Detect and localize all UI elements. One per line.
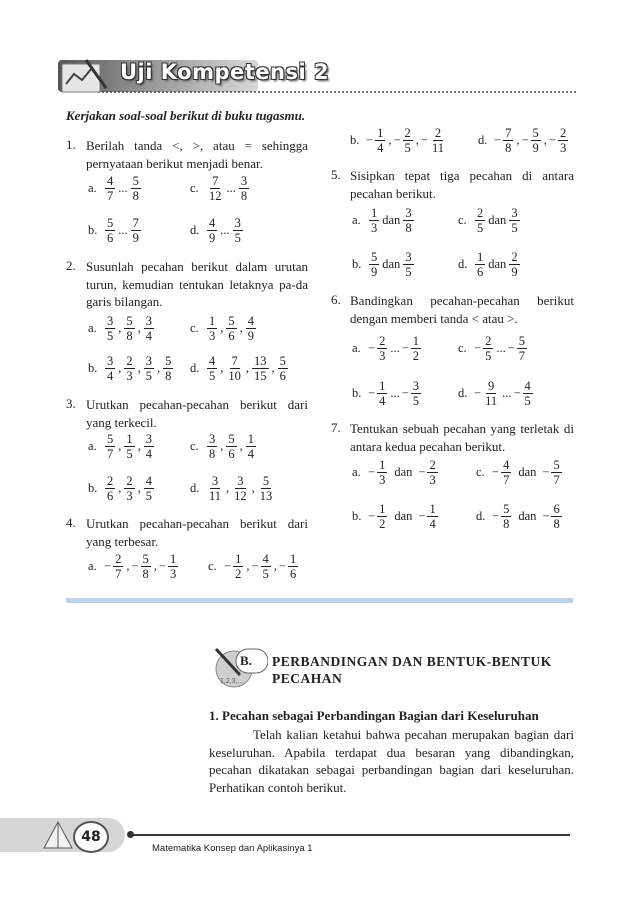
- section-b-title: PERBANDINGAN DAN BENTUK-BENTUK PECAHAN: [272, 654, 552, 686]
- fraction: $\frac{5}{8}$: [165, 354, 172, 383]
- section-title: Uji Kompetensi 2: [120, 60, 330, 84]
- fraction: $\frac{1}{4}$: [377, 126, 384, 155]
- q2-option-d: d. $\frac{4}{5}$ , $\frac{7}{10}$ , $\frac{13}{15}$ , $\frac{5}{6}$: [190, 354, 286, 383]
- question-number: 5.: [331, 167, 341, 182]
- q5-option-b: b. $\frac{5}{9}$ dan $\frac{3}{5}$: [352, 250, 412, 279]
- q7-option-b: b. − $\frac{1}{2}$ dan − $\frac{1}{4}$: [352, 502, 436, 531]
- question-number: 3.: [66, 396, 76, 411]
- q3-option-c: c. $\frac{3}{8}$ , $\frac{5}{6}$ , $\frac{1}{4}$: [190, 432, 254, 461]
- fraction: $\frac{3}{5}$: [145, 354, 152, 383]
- fraction: $\frac{13}{15}$: [254, 354, 267, 383]
- section-icon: [210, 645, 268, 689]
- q4-option-d: d. − $\frac{7}{8}$ , − $\frac{5}{9}$ , − $\frac{2}{3}$: [478, 126, 567, 155]
- q1-option-d: d. $\frac{4}{9}$ ... $\frac{3}{5}$: [190, 216, 241, 245]
- book-title: Matematika Konsep dan Aplikasinya 1: [152, 843, 313, 854]
- question-number: 6.: [331, 292, 341, 307]
- section-letter: B.: [240, 653, 252, 668]
- fraction: $\frac{4}{5}$: [262, 552, 269, 581]
- subsection-heading: 1. Pecahan sebagai Perbandingan Bagian dari Keseluruhan: [209, 708, 539, 723]
- fraction: $\frac{5}{9}$: [532, 126, 539, 155]
- question-7-text: Tentukan sebuah pecahan yang terletak di antara kedua pecahan berikut.: [350, 421, 574, 454]
- q1-option-c: c. $\frac{7}{12}$ ... $\frac{3}{8}$: [190, 174, 248, 203]
- q5-option-d: d. $\frac{1}{6}$ dan $\frac{2}{9}$: [458, 250, 518, 279]
- fraction: $\frac{2}{5}$: [404, 126, 411, 155]
- q2-option-b: b. $\frac{3}{4}$ , $\frac{2}{3}$ , $\frac{3}{5}$ , $\frac{5}{8}$: [88, 354, 172, 383]
- fraction: $\frac{4}{5}$: [145, 474, 152, 503]
- fraction: $\frac{5}{6}$: [228, 432, 235, 461]
- q2-option-c: c. $\frac{1}{3}$ , $\frac{5}{6}$ , $\frac{4}{9}$: [190, 314, 254, 343]
- q4-option-b: b. − $\frac{1}{4}$ , − $\frac{2}{5}$ , − $\frac{2}{11}$: [350, 126, 444, 155]
- q5-option-a: a. $\frac{1}{3}$ dan $\frac{3}{8}$: [352, 206, 412, 235]
- question-6-text: Bandingkan pecahan-pecahan berikut dengan memberi tanda < atau >.: [350, 293, 574, 326]
- q4-option-a: a. − $\frac{2}{7}$ , − $\frac{5}{8}$ , − $\frac{1}{3}$: [88, 552, 177, 581]
- fraction: $\frac{3}{4}$: [107, 354, 114, 383]
- fraction: $\frac{1}{6}$: [289, 552, 297, 581]
- fraction: $\frac{5}{13}$: [259, 474, 273, 503]
- fraction: $\frac{7}{8}$: [505, 126, 512, 155]
- fraction: $\frac{5}{6}$: [279, 354, 286, 383]
- fraction: $\frac{1}{5}$: [126, 432, 133, 461]
- fraction: $\frac{1}{4}$: [247, 432, 254, 461]
- fraction: $\frac{2}{7}$: [115, 552, 122, 581]
- fraction: $\frac{3}{4}$: [145, 432, 152, 461]
- q7-option-d: d. − $\frac{5}{8}$ dan − $\frac{6}{8}$: [476, 502, 560, 531]
- question-5-text: Sisipkan tepat tiga pecahan di antara pecahan berikut.: [350, 168, 574, 201]
- q1-option-a: a. $\frac{4}{7}$ ... $\frac{5}{8}$: [88, 174, 139, 203]
- footer-emblem-icon: [40, 816, 76, 852]
- q3-option-d: d. $\frac{3}{11}$ , $\frac{3}{12}$ , $\frac{5}{13}$: [190, 474, 273, 503]
- q7-option-c: c. − $\frac{4}{7}$ dan − $\frac{5}{7}$: [476, 458, 560, 487]
- section-paragraph: Telah kalian ketahui bahwa pecahan merupakan bagian dari keseluruhan. Apabila terdapat dua besaran yang dibandingkan, pecahan dikatakan sebagai perbandingan bagian dari keseluruhan. Perhatikan contoh berikut.: [209, 727, 574, 795]
- question-number: 7.: [331, 420, 341, 435]
- fraction: $\frac{4}{9}$: [247, 314, 254, 343]
- fraction: $\frac{2}{3}$: [126, 474, 133, 503]
- fraction: $\frac{2}{3}$: [559, 126, 567, 155]
- question-1-text: Berilah tanda <, >, atau = sehingga pernyataan berikut menjadi benar.: [86, 138, 308, 171]
- fraction: $\frac{5}{7}$: [107, 432, 114, 461]
- q6-option-d: d. − $\frac{9}{11}$ ... − $\frac{4}{5}$: [458, 379, 531, 408]
- fraction: $\frac{3}{11}$: [209, 474, 222, 503]
- fraction: $\frac{1}{2}$: [235, 552, 242, 581]
- fraction: $\frac{2}{3}$: [126, 354, 133, 383]
- fraction: $\frac{7}{10}$: [228, 354, 241, 383]
- q3-option-a: a. $\frac{5}{7}$ , $\frac{1}{5}$ , $\frac{3}{4}$: [88, 432, 152, 461]
- instruction-text: Kerjakan soal-soal berikut di buku tugasmu.: [66, 108, 306, 123]
- question-number: 4.: [66, 515, 76, 530]
- fraction: $\frac{1}{3}$: [169, 552, 177, 581]
- fraction: $\frac{3}{12}$: [234, 474, 247, 503]
- page-number: 48: [73, 821, 109, 853]
- fraction: $\frac{3}{4}$: [145, 314, 152, 343]
- fraction: $\frac{4}{5}$: [209, 354, 216, 383]
- svg-text:1,2,3,...: 1,2,3,...: [220, 678, 244, 685]
- fraction: $\frac{3}{8}$: [209, 432, 216, 461]
- fraction: $\frac{3}{5}$: [107, 314, 114, 343]
- q6-option-c: c. − $\frac{2}{5}$ ... − $\frac{5}{7}$: [458, 334, 525, 363]
- fraction: $\frac{5}{8}$: [142, 552, 149, 581]
- footer-rule: [130, 834, 570, 836]
- fraction: $\frac{1}{3}$: [209, 314, 216, 343]
- q1-option-b: b. $\frac{5}{6}$ ... $\frac{7}{9}$: [88, 216, 139, 245]
- q6-option-b: b. − $\frac{1}{4}$ ... − $\frac{3}{5}$: [352, 379, 419, 408]
- q7-option-a: a. − $\frac{1}{3}$ dan − $\frac{2}{3}$: [352, 458, 436, 487]
- question-4-text: Urutkan pecahan-pecahan berikut dari yang terbesar.: [86, 516, 308, 549]
- fraction: $\frac{5}{6}$: [228, 314, 235, 343]
- fraction: $\frac{2}{6}$: [107, 474, 114, 503]
- fraction: $\frac{5}{8}$: [126, 314, 133, 343]
- fraction: $\frac{2}{11}$: [431, 126, 444, 155]
- question-2-text: Susunlah pecahan berikut dalam urutan turun, kemudian tentukan letaknya pa-da garis bilangan.: [86, 259, 308, 309]
- q2-option-a: a. $\frac{3}{5}$ , $\frac{5}{8}$ , $\frac{3}{4}$: [88, 314, 152, 343]
- question-3-text: Urutkan pecahan-pecahan berikut dari yang terkecil.: [86, 397, 308, 430]
- section-divider: [66, 598, 573, 603]
- q4-option-c: c. − $\frac{1}{2}$ , − $\frac{4}{5}$ , − $\frac{1}{6}$: [208, 552, 297, 581]
- question-number: 2.: [66, 258, 76, 273]
- q5-option-c: c. $\frac{2}{5}$ dan $\frac{3}{5}$: [458, 206, 518, 235]
- q6-option-a: a. − $\frac{2}{3}$ ... − $\frac{1}{2}$: [352, 334, 419, 363]
- question-number: 1.: [66, 137, 76, 152]
- q3-option-b: b. $\frac{2}{6}$ , $\frac{2}{3}$ , $\frac{4}{5}$: [88, 474, 152, 503]
